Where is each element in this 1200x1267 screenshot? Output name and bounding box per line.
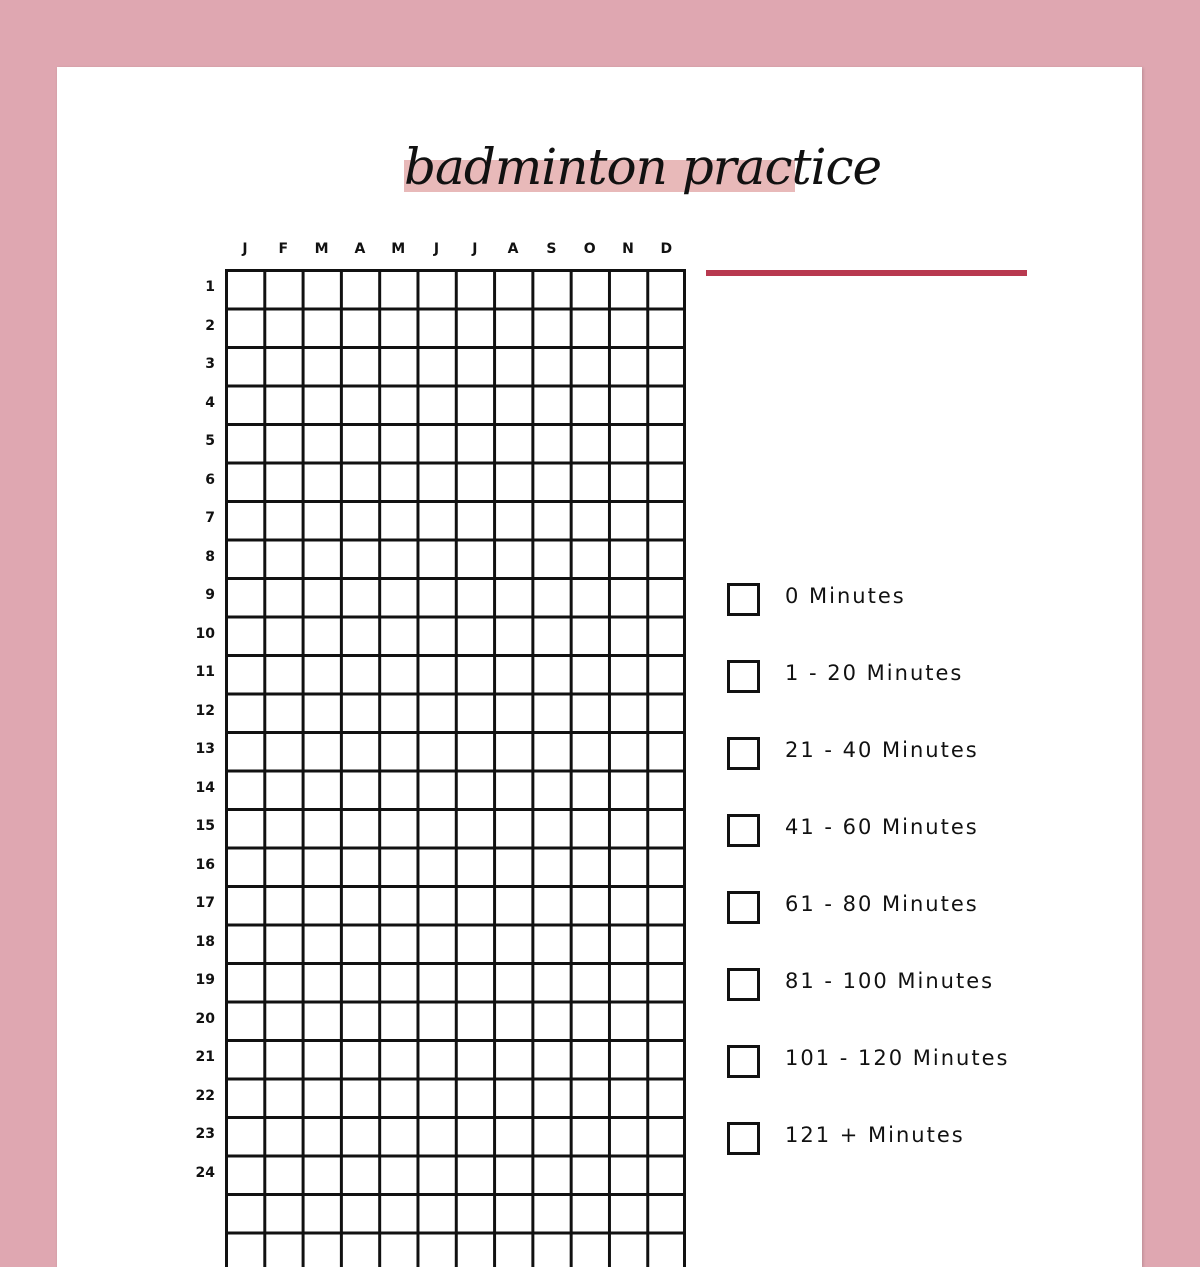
legend-color-box[interactable] <box>727 660 760 693</box>
legend-label: 1 - 20 Minutes <box>785 661 964 685</box>
day-label: 13 <box>195 741 215 757</box>
day-label: 3 <box>205 356 215 372</box>
month-label: M <box>314 241 330 257</box>
legend-label: 101 - 120 Minutes <box>785 1046 1010 1070</box>
month-label: N <box>622 241 635 257</box>
day-label: 8 <box>205 548 215 565</box>
legend-label: 81 - 100 Minutes <box>785 969 995 993</box>
day-label: 18 <box>195 933 215 950</box>
month-label: A <box>354 241 367 257</box>
legend-label: 21 - 40 Minutes <box>785 738 979 762</box>
legend-color-box[interactable] <box>727 583 760 616</box>
legend-color-box[interactable] <box>727 968 760 1001</box>
day-label: 21 <box>195 1049 215 1065</box>
day-label: 23 <box>195 1126 215 1142</box>
day-label: 5 <box>205 433 215 449</box>
month-label: D <box>660 241 674 257</box>
day-label: 17 <box>195 895 215 911</box>
day-label: 22 <box>195 1087 215 1104</box>
legend-color-box[interactable] <box>727 891 760 924</box>
grid-right-border <box>683 269 686 1267</box>
legend-color-box[interactable] <box>727 1045 760 1078</box>
legend-color-box[interactable] <box>727 1122 760 1155</box>
legend-color-box[interactable] <box>727 814 760 847</box>
notes-accent-rule <box>706 270 1027 276</box>
day-label: 1 <box>205 279 215 295</box>
month-label: M <box>391 241 407 257</box>
tracker-grid[interactable] <box>225 269 686 1267</box>
month-label: J <box>433 241 441 257</box>
day-label: 12 <box>195 702 215 719</box>
page-title: badminton practice <box>404 138 882 196</box>
day-label: 7 <box>205 510 215 526</box>
day-label: 20 <box>195 1010 215 1027</box>
legend-color-box[interactable] <box>727 737 760 770</box>
day-label: 6 <box>205 471 215 488</box>
day-label: 14 <box>195 779 215 796</box>
day-label: 9 <box>205 587 215 603</box>
month-label: A <box>507 241 520 257</box>
day-label: 2 <box>205 317 215 334</box>
legend-label: 41 - 60 Minutes <box>785 815 979 839</box>
day-label: 4 <box>205 394 215 411</box>
day-label: 16 <box>195 856 215 873</box>
month-label: S <box>546 241 558 257</box>
planner-sheet <box>57 67 1142 1267</box>
legend-label: 0 Minutes <box>785 584 906 608</box>
month-label: J <box>472 241 479 257</box>
day-label: 10 <box>195 625 215 642</box>
day-label: 15 <box>195 818 215 834</box>
month-label: J <box>242 241 249 257</box>
day-label: 19 <box>195 972 215 988</box>
month-label: F <box>278 241 290 257</box>
month-label: O <box>583 241 597 257</box>
day-label: 11 <box>195 664 215 680</box>
legend-label: 61 - 80 Minutes <box>785 892 979 916</box>
legend-label: 121 + Minutes <box>785 1123 965 1147</box>
day-label: 24 <box>195 1164 215 1181</box>
